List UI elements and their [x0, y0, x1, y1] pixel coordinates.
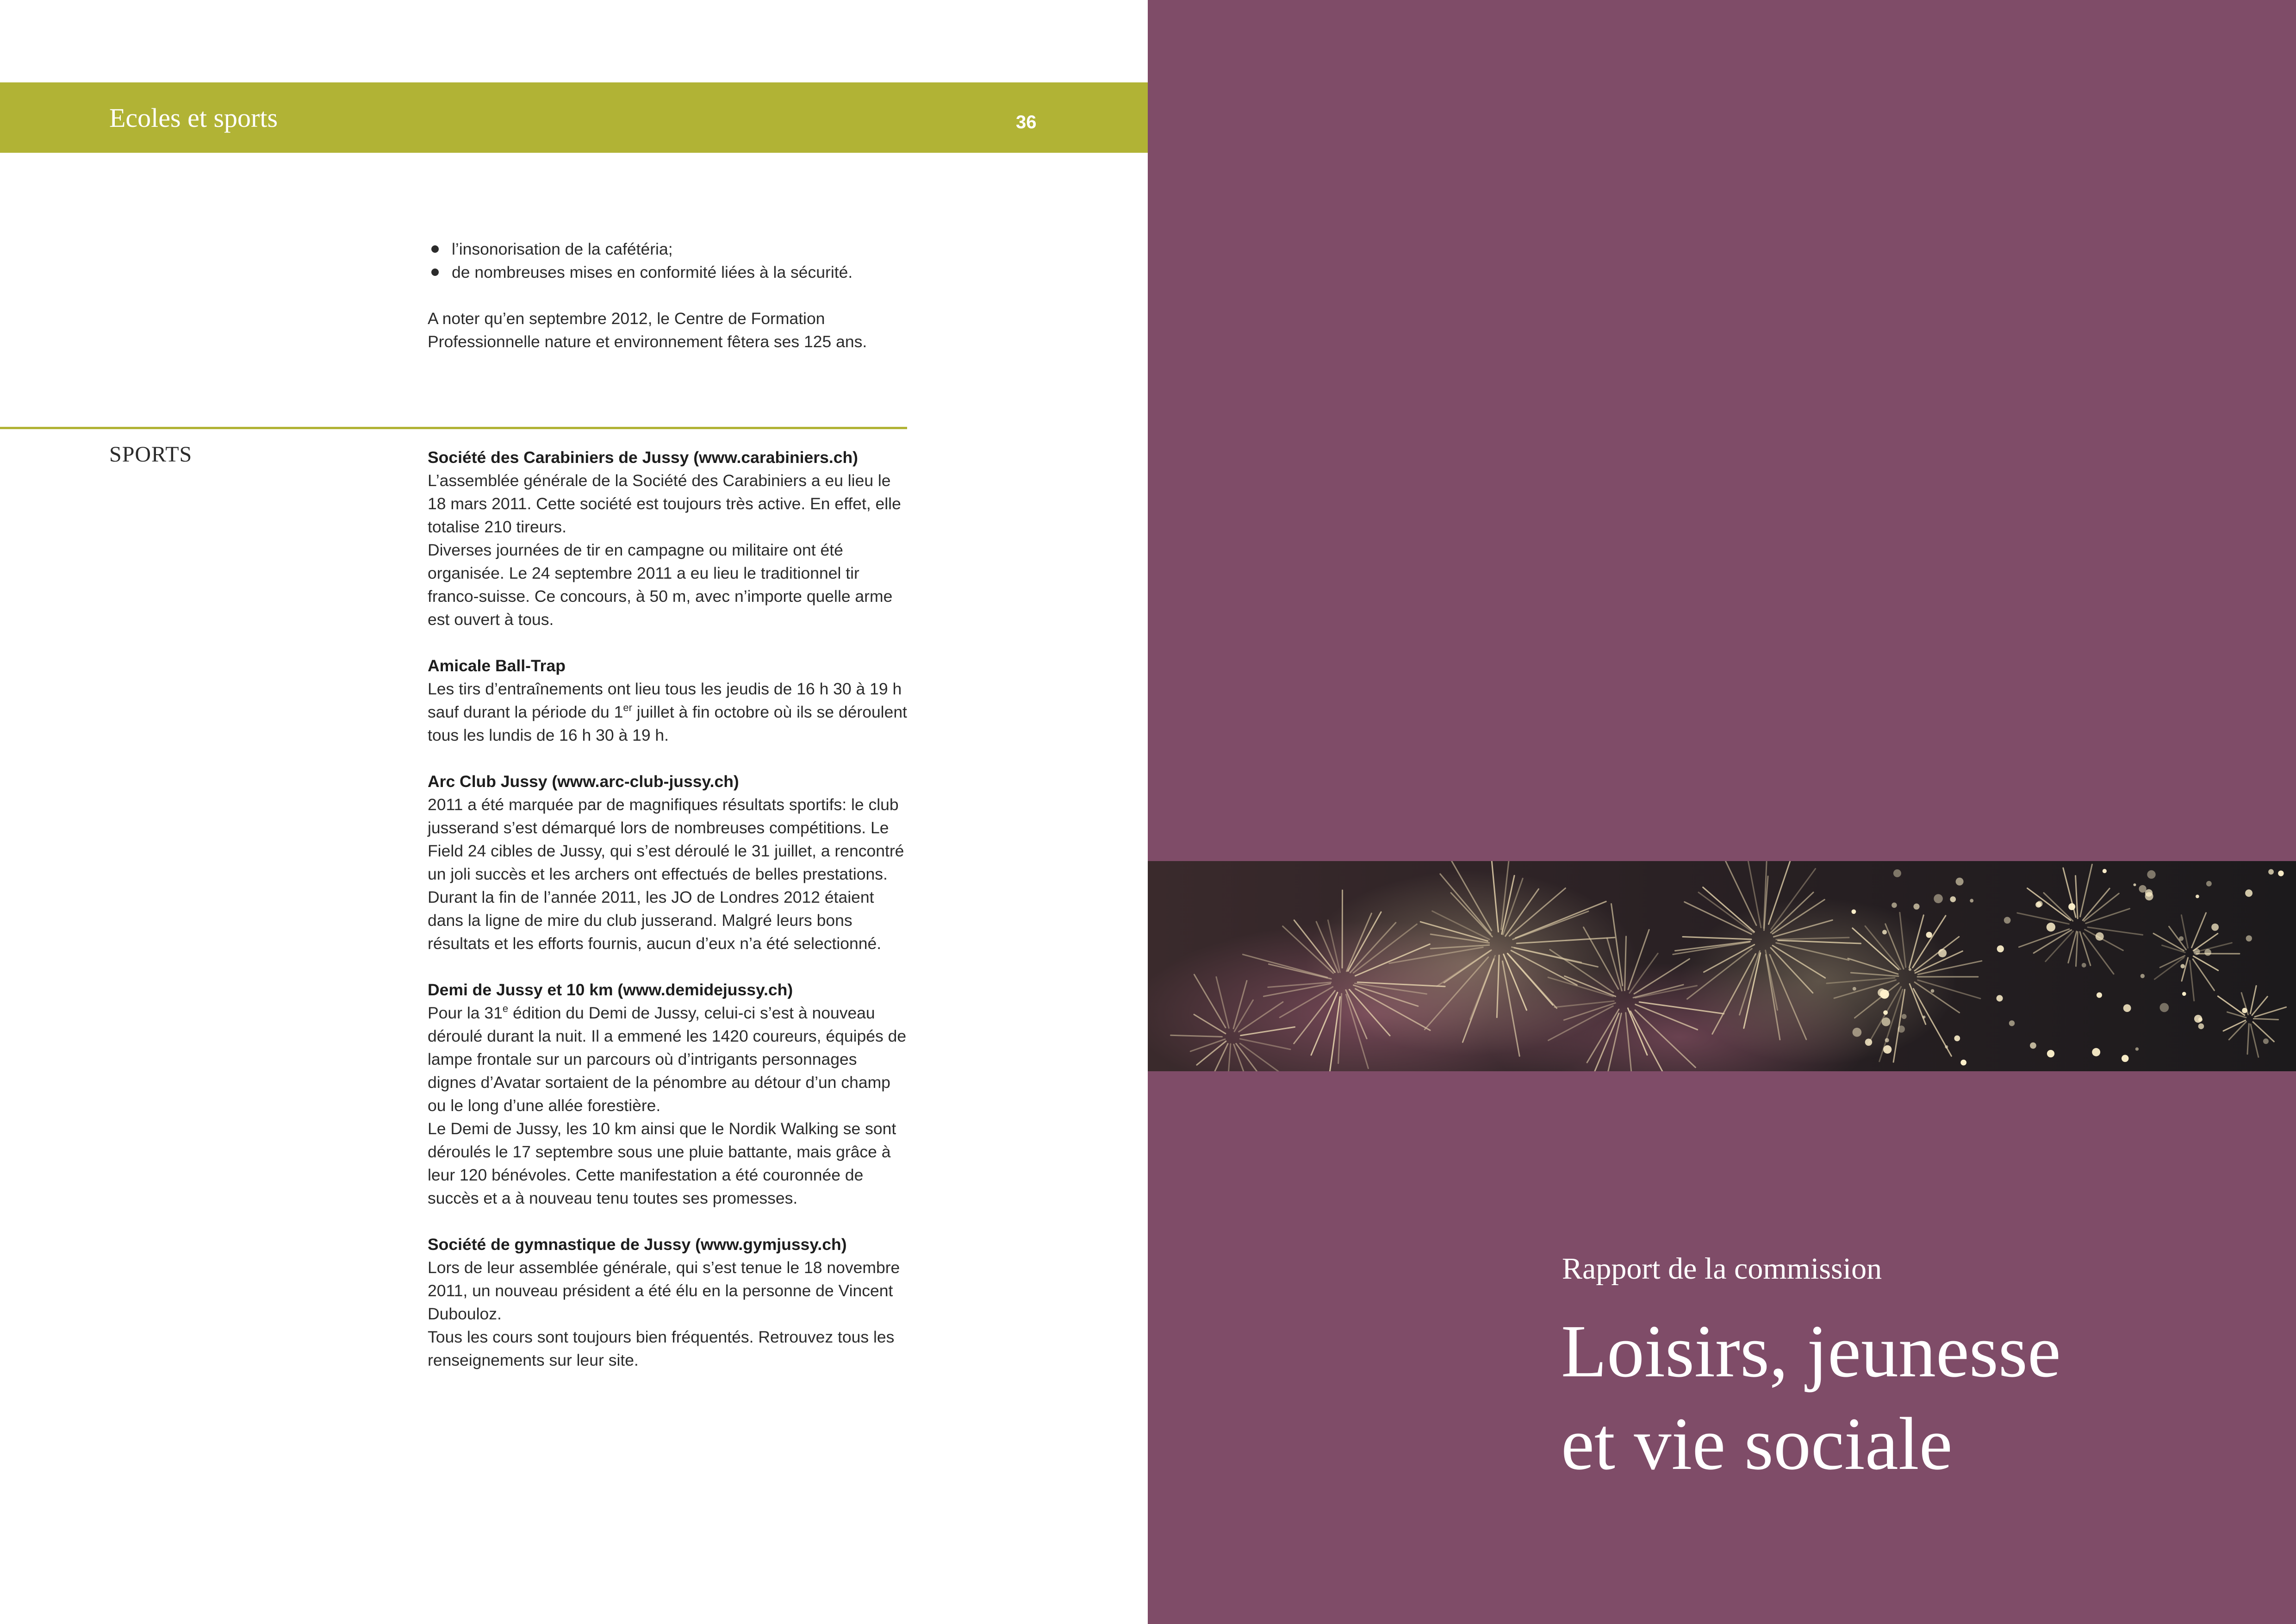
- bullet-item: [428, 261, 909, 284]
- intro-note: A noter qu’en septembre 2012, le Centre de Formation Professionnelle nature et environnement fêtera ses 125 ans.: [428, 309, 867, 351]
- club-demi: [428, 978, 909, 1210]
- right-page: [1148, 0, 2296, 1624]
- report-title-line: et vie sociale: [1561, 1403, 1953, 1486]
- paragraph: Durant la fin de l’année 2011, les JO de Londres 2012 étaient dans la ligne de mire du club jusserand. Malgré leurs bons résultats et les efforts fournis, aucun d’eux n’a été selectionné.: [428, 888, 882, 953]
- club-title: Arc Club Jussy (www.arc-club-jussy.ch): [428, 772, 739, 791]
- report-title: [1561, 1305, 2061, 1491]
- club-title: Demi de Jussy et 10 km (www.demidejussy.ch): [428, 981, 793, 999]
- club-arc: [428, 770, 909, 955]
- club-gym: [428, 1233, 909, 1372]
- bullet-item: [428, 237, 909, 261]
- section-title: Ecoles et sports: [109, 103, 278, 133]
- sports-heading: SPORTS: [109, 442, 193, 467]
- club-title: Société des Carabiniers de Jussy (www.carabiniers.ch): [428, 448, 858, 467]
- bullet-icon: [431, 269, 439, 276]
- paragraph: 2011 a été marquée par de magnifiques résultats sportifs: le club jusserand s’est démarqué lors de nombreuses compétitions. Le Field 24 cibles de Jussy, qui s’est déroulé le 31 juillet, a rencontré un joli succès et les archers ont effectués de belles prestations.: [428, 795, 904, 883]
- bullet-list: [428, 237, 909, 284]
- paragraph: Les tirs d’entraînements ont lieu tous les jeudis de 16 h 30 à 19 h sauf durant la période du 1er juillet à fin octobre où ils se déroulent tous les lundis de 16 h 30 à 19 h.: [428, 680, 907, 744]
- paragraph: Pour la 31e édition du Demi de Jussy, celui-ci s’est à nouveau déroulé durant la nuit. Il a emmené les 1420 coureurs, équipés de lampe frontale sur un parcours où d’intrigants personnages dignes d’Avatar sortaient de la pénombre au détour d’un champ ou le long d’une allée forestière.: [428, 1003, 907, 1115]
- paragraph: Diverses journées de tir en campagne ou militaire ont été organisée. Le 24 septembre 2011 a eu lieu le traditionnel tir franco-suisse. Ce concours, à 50 m, avec n’importe quelle arme est ouvert à tous.: [428, 541, 893, 629]
- paragraph: Le Demi de Jussy, les 10 km ainsi que le Nordik Walking se sont déroulés le 17 septembre sous une pluie battante, mais grâce à leur 120 bénévoles. Cette manifestation a été couronnée de succès et a à nouveau tenu toutes ses promesses.: [428, 1119, 896, 1207]
- page-number: 36: [1016, 112, 1037, 132]
- bullet-text: l’insonorisation de la cafétéria;: [452, 240, 673, 258]
- club-title: Société de gymnastique de Jussy (www.gymjussy.ch): [428, 1235, 847, 1254]
- paragraph: L’assemblée générale de la Société des Carabiniers a eu lieu le 18 mars 2011. Cette société est toujours très active. En effet, elle totalise 210 tireurs.: [428, 471, 901, 536]
- fireworks-photo: [1148, 861, 2296, 1071]
- club-balltrap: [428, 654, 909, 747]
- bullet-text: de nombreuses mises en conformité liées à la sécurité.: [452, 263, 853, 281]
- section-divider: [0, 427, 907, 429]
- paragraph: Lors de leur assemblée générale, qui s’est tenue le 18 novembre 2011, un nouveau président a été élu en la personne de Vincent Dubouloz.: [428, 1258, 900, 1323]
- club-carabiniers: [428, 446, 909, 631]
- sports-content: [428, 446, 909, 1395]
- report-title-line: Loisirs, jeunesse: [1561, 1310, 2061, 1393]
- paragraph: Tous les cours sont toujours bien fréquentés. Retrouvez tous les renseignements sur leur site.: [428, 1328, 895, 1369]
- bullet-icon: [431, 245, 439, 253]
- report-subtitle: Rapport de la commission: [1562, 1252, 1882, 1286]
- club-title: Amicale Ball-Trap: [428, 656, 566, 675]
- intro-block: [428, 237, 909, 353]
